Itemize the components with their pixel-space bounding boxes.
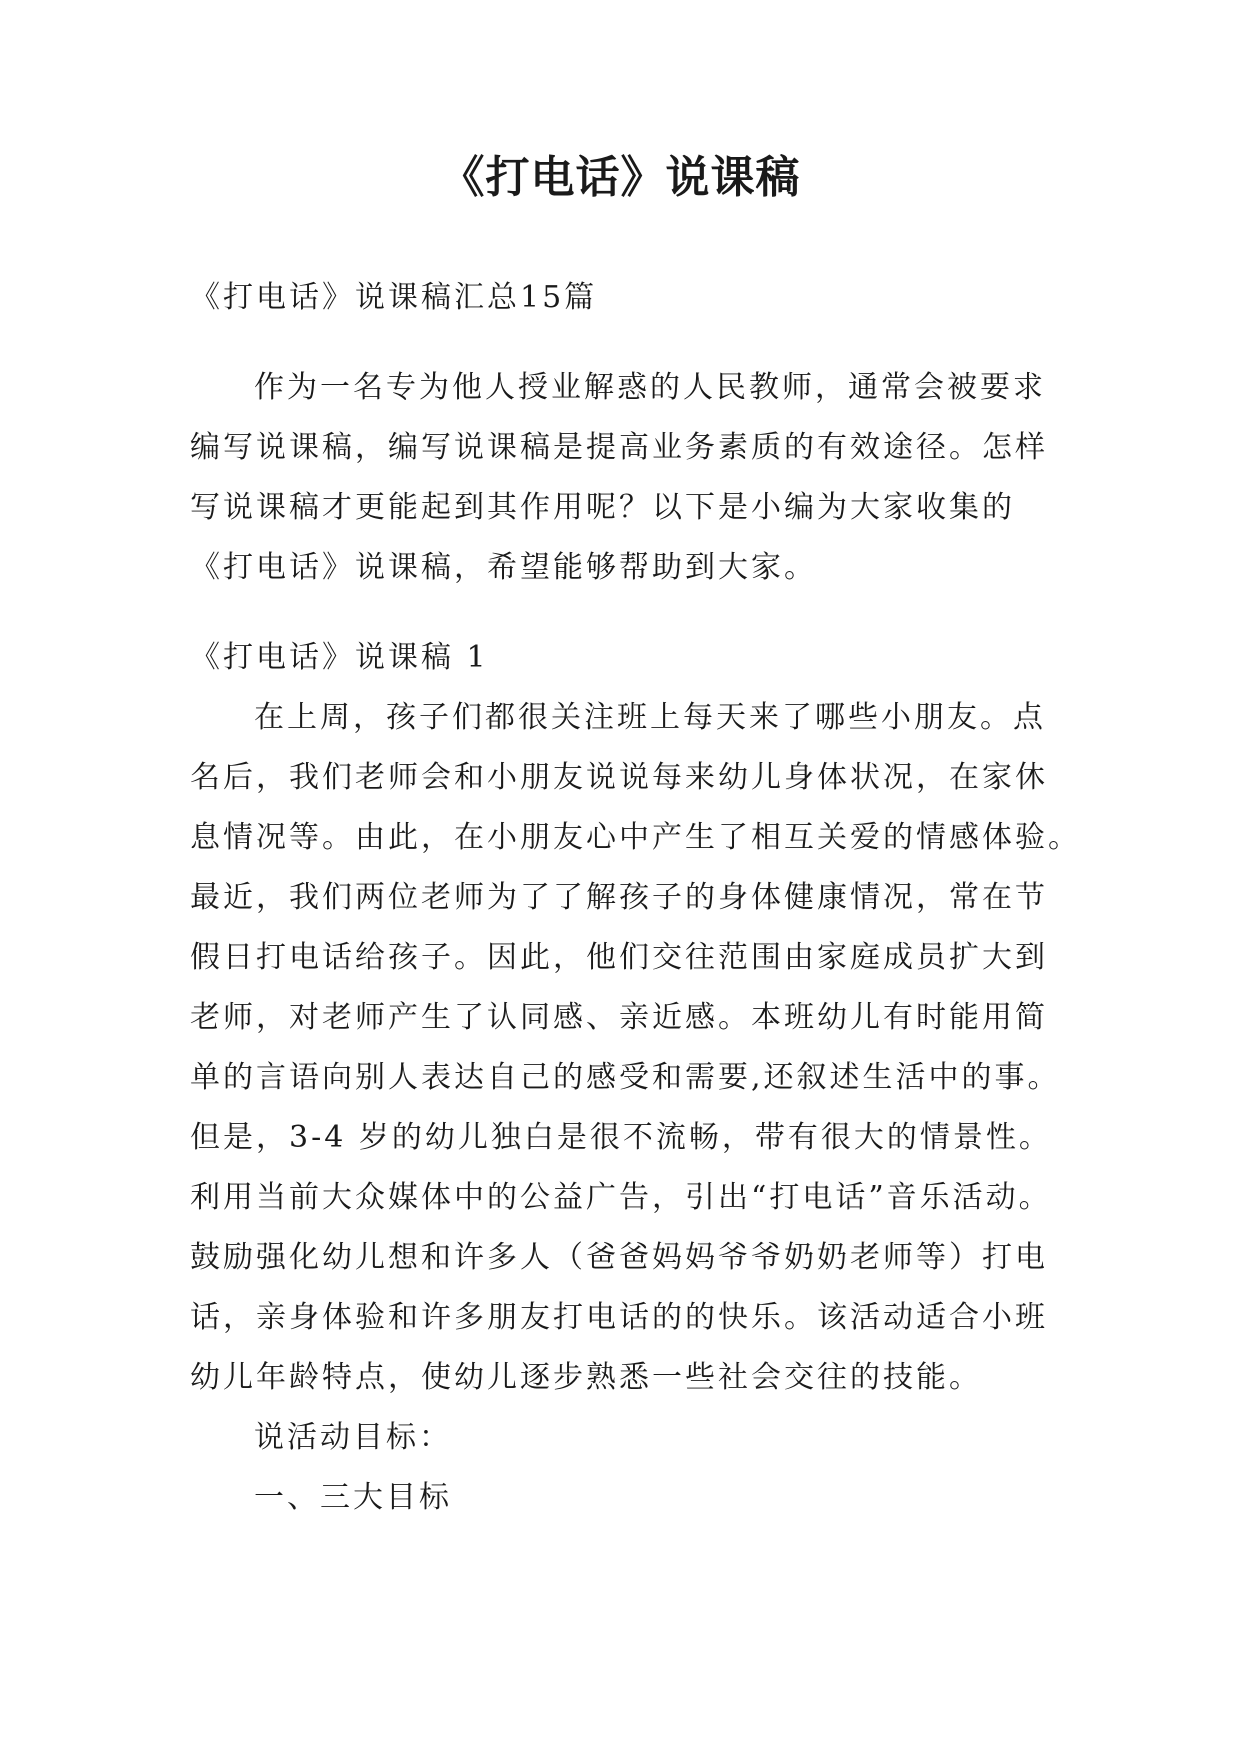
paragraph-line: 写说课稿才更能起到其作用呢？以下是小编为大家收集的 (190, 490, 1015, 525)
paragraph-line: 作为一名专为他人授业解惑的人民教师，通常会被要求 (254, 370, 1046, 405)
goal-item: 一、三大目标 (254, 1480, 452, 1515)
paragraph-line: 老师，对老师产生了认同感、亲近感。本班幼儿有时能用简 (190, 1000, 1048, 1035)
document-subtitle (190, 268, 1070, 328)
paragraph-line: 鼓励强化幼儿想和许多人（爸爸妈妈爷爷奶奶老师等）打电 (190, 1240, 1048, 1275)
intro-paragraph (190, 358, 1070, 598)
goals-label: 说活动目标： (254, 1420, 452, 1455)
document-title: 《打电话》说课稿 (440, 152, 801, 203)
section-heading-text: 《打电话》说课稿 1 (190, 640, 489, 675)
paragraph-line: 息情况等。由此，在小朋友心中产生了相互关爱的情感体验。 (190, 820, 1081, 855)
section-heading (190, 628, 1070, 688)
paragraph-line: 假日打电话给孩子。因此，他们交往范围由家庭成员扩大到 (190, 940, 1048, 975)
section-paragraph (190, 688, 1081, 1528)
paragraph-line: 《打电话》说课稿，希望能够帮助到大家。 (190, 550, 817, 585)
paragraph-line: 幼儿年龄特点，使幼儿逐步熟悉一些社会交往的技能。 (190, 1360, 982, 1395)
paragraph-line: 在上周，孩子们都很关注班上每天来了哪些小朋友。点 (254, 700, 1046, 735)
paragraph-line: 编写说课稿，编写说课稿是提高业务素质的有效途径。怎样 (190, 430, 1048, 465)
paragraph-line: 最近，我们两位老师为了了解孩子的身体健康情况，常在节 (190, 880, 1048, 915)
paragraph-line: 名后，我们老师会和小朋友说说每来幼儿身体状况，在家休 (190, 760, 1048, 795)
paragraph-line: 话，亲身体验和许多朋友打电话的的快乐。该活动适合小班 (190, 1300, 1048, 1335)
paragraph-line: 但是，3-4 岁的幼儿独白是很不流畅，带有很大的情景性。 (190, 1120, 1052, 1155)
subtitle-line: 《打电话》说课稿汇总15篇 (190, 280, 598, 315)
paragraph-line: 单的言语向别人表达自己的感受和需要,还叙述生活中的事。 (190, 1060, 1061, 1095)
paragraph-line: 利用当前大众媒体中的公益广告，引出“打电话”音乐活动。 (190, 1180, 1052, 1215)
